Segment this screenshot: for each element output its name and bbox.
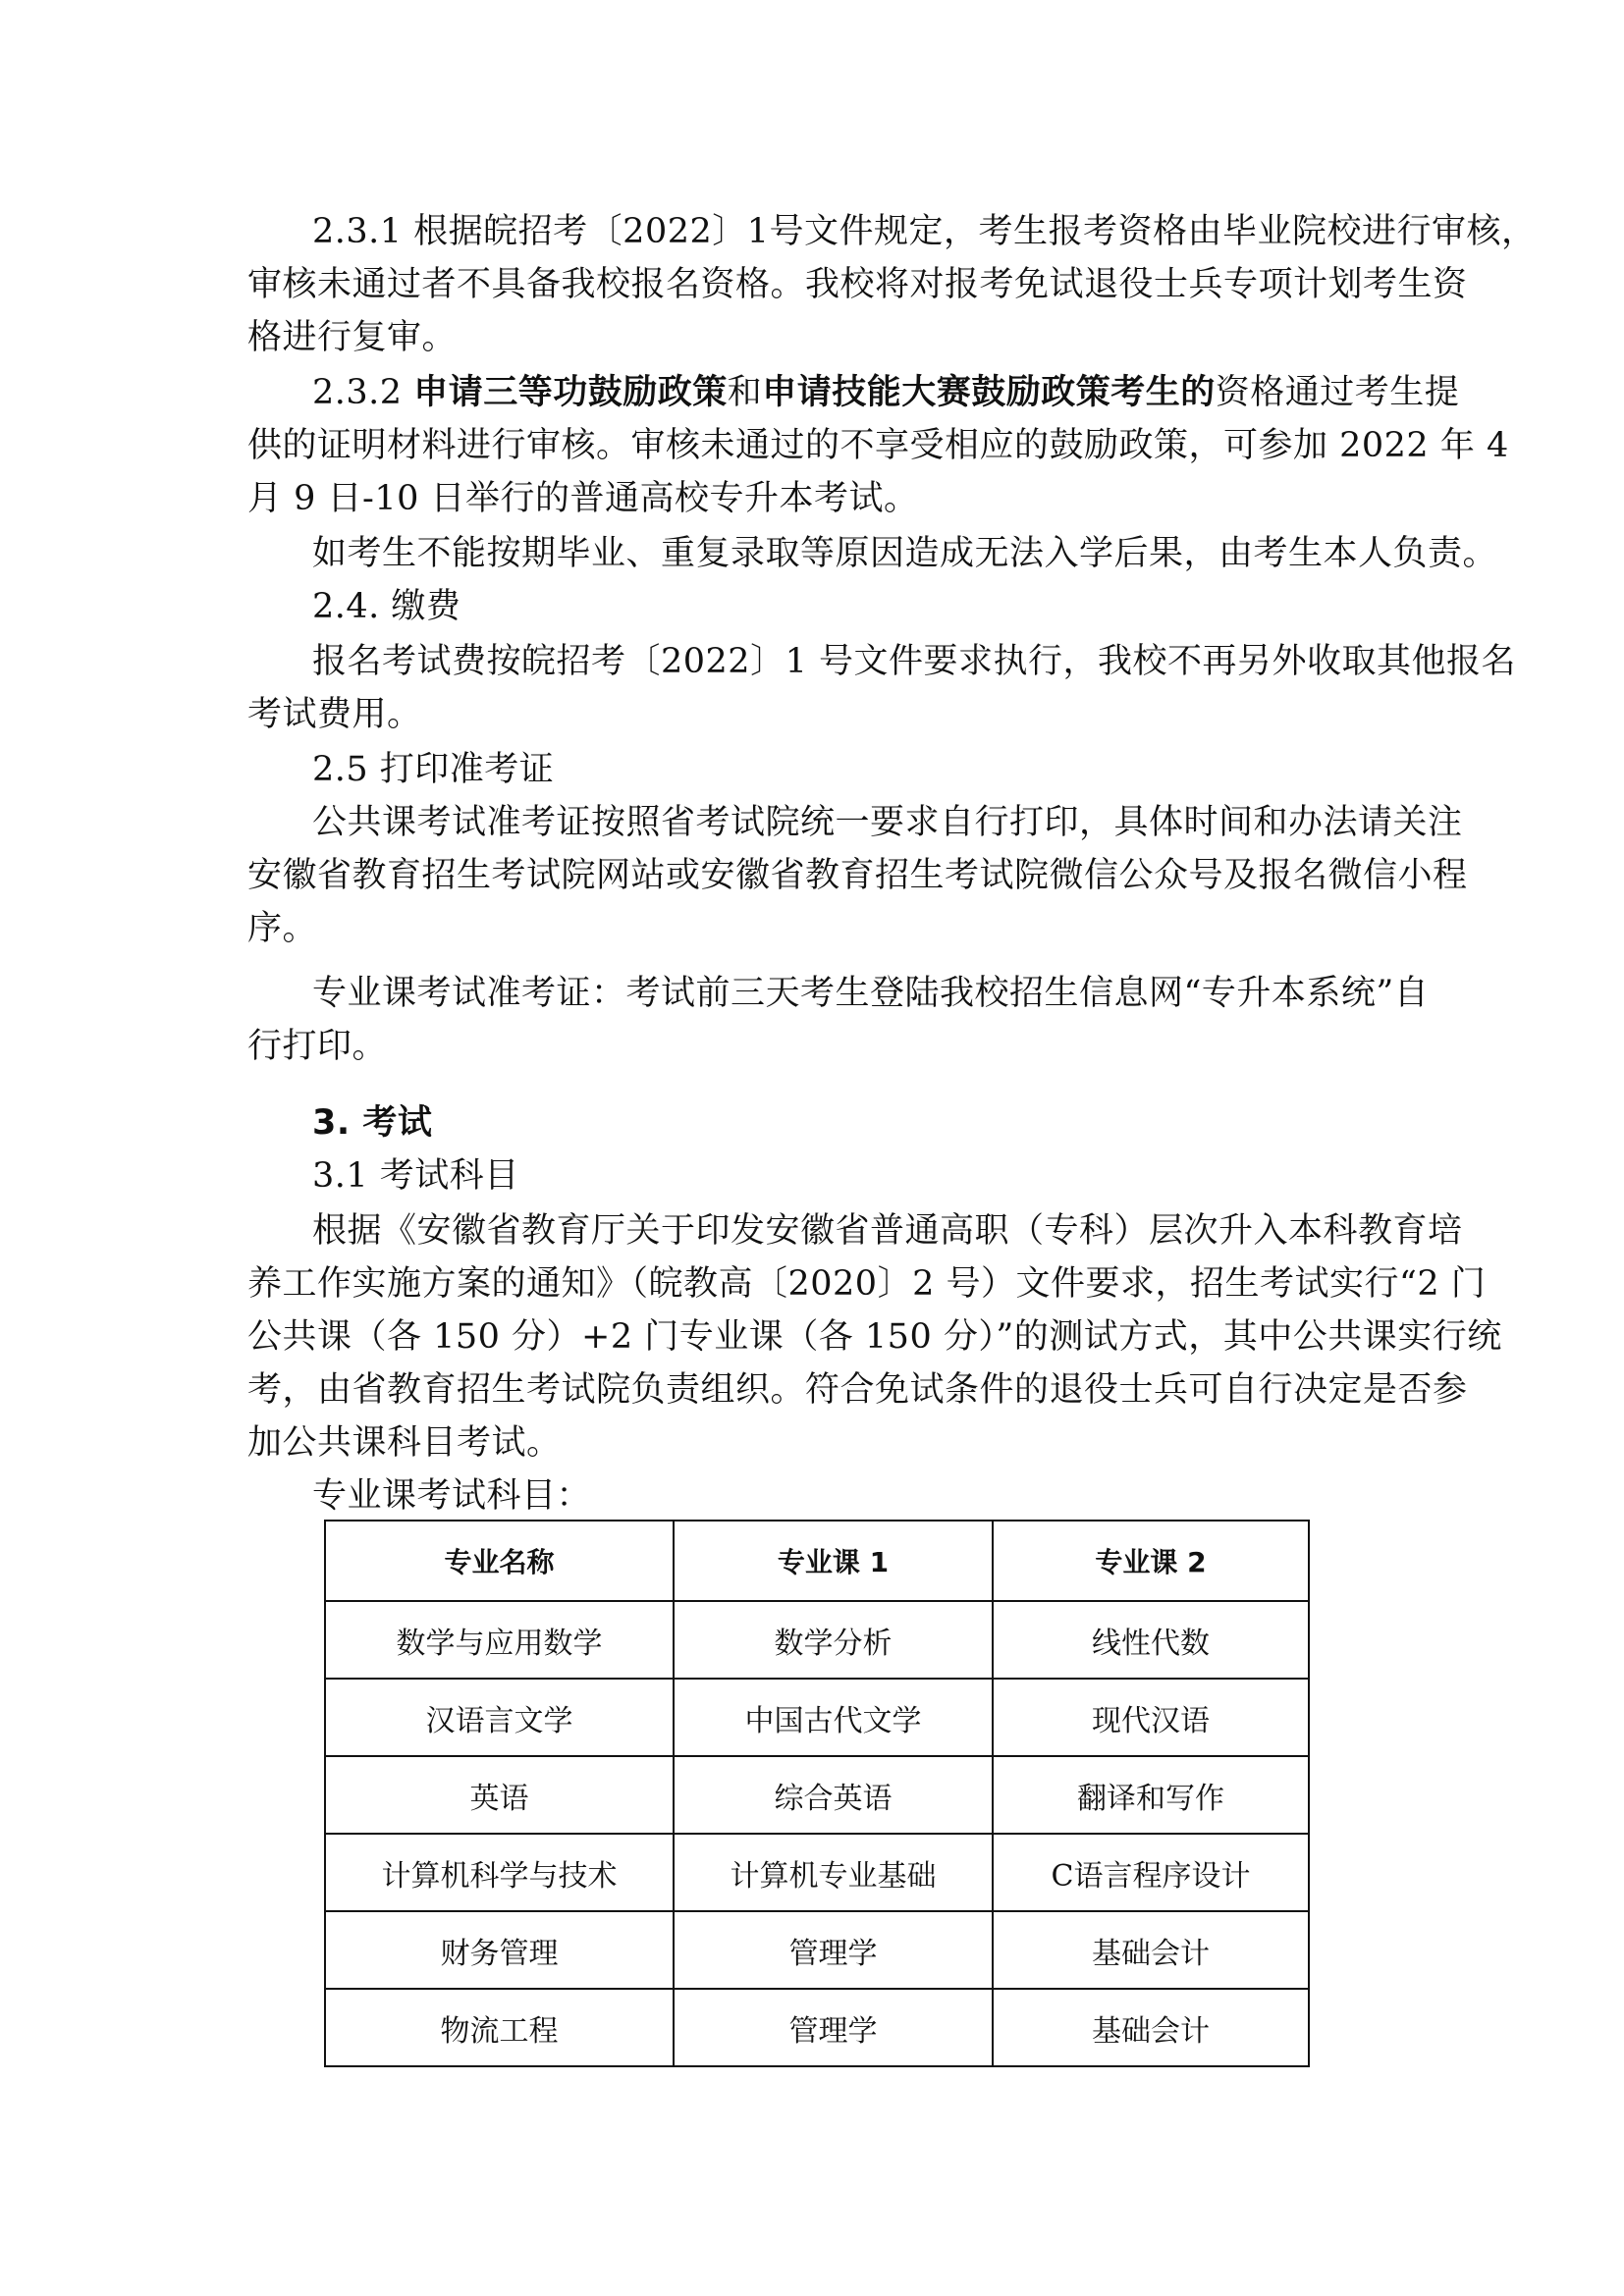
heading-3-text: 3. 考试 xyxy=(312,1103,433,1143)
cell-course-2: 线性代数 xyxy=(993,1601,1309,1679)
table-row xyxy=(325,1756,1309,1834)
cell-major: 英语 xyxy=(325,1756,674,1834)
header-major: 专业名称 xyxy=(325,1521,674,1601)
para-3-1-line-2: 养工作实施方案的通知》（皖教高〔2020〕2 号）文件要求，招生考试实行“2 门 xyxy=(247,1264,1487,1304)
cell-course-1: 中国古代文学 xyxy=(674,1679,993,1756)
cell-course-2: 基础会计 xyxy=(993,1989,1309,2066)
heading-3-1: 3.1 考试科目 xyxy=(312,1156,519,1196)
cell-course-1: 管理学 xyxy=(674,1911,993,1989)
bold-skill-policy: 申请技能大赛鼓励政策考生的 xyxy=(762,373,1216,412)
para-2-3-2-line-1 xyxy=(312,373,1459,412)
para-3-1-line-5: 加公共课科目考试。 xyxy=(247,1423,562,1463)
cell-major: 物流工程 xyxy=(325,1989,674,2066)
para-3-1-line-1: 根据《安徽省教育厅关于印发安徽省普通高职（专科）层次升入本科教育培 xyxy=(312,1211,1463,1251)
para-2-3-2-line-3: 月 9 日-10 日举行的普通高校专升本考试。 xyxy=(247,479,919,518)
para-2-5a-line-2: 安徽省教育招生考试院网站或安徽省教育招生考试院微信公众号及报名微信小程 xyxy=(247,856,1468,895)
para-2-3-1-line-3: 格进行复审。 xyxy=(247,318,458,357)
para-2-3-1-line-1: 2.3.1 根据皖招考〔2022〕1号文件规定，考生报考资格由毕业院校进行审核， xyxy=(312,212,1537,251)
para-2-4-line-1: 报名考试费按皖招考〔2022〕1 号文件要求执行，我校不再另外收取其他报名 xyxy=(312,642,1516,681)
conjunction: 和 xyxy=(727,373,763,412)
cell-major: 数学与应用数学 xyxy=(325,1601,674,1679)
table-row xyxy=(325,1601,1309,1679)
para-2-3-2-number: 2.3.2 xyxy=(312,373,414,412)
cell-course-1: 管理学 xyxy=(674,1989,993,2066)
course-table xyxy=(324,1520,1310,2067)
cell-course-1: 计算机专业基础 xyxy=(674,1834,993,1911)
table-row xyxy=(325,1834,1309,1911)
cell-course-2: 现代汉语 xyxy=(993,1679,1309,1756)
table-intro: 专业课考试科目： xyxy=(312,1476,592,1516)
cell-course-1: 数学分析 xyxy=(674,1601,993,1679)
cell-course-1: 综合英语 xyxy=(674,1756,993,1834)
table-row xyxy=(325,1989,1309,2066)
table-row xyxy=(325,1911,1309,1989)
para-2-3-2-line-2: 供的证明材料进行审核。审核未通过的不享受相应的鼓励政策，可参加 2022 年 4 xyxy=(247,426,1509,465)
para-2-3-1-line-2: 审核未通过者不具备我校报名资格。我校将对报考免试退役士兵专项计划考生资 xyxy=(247,265,1468,304)
header-course-2: 专业课 2 xyxy=(993,1521,1309,1601)
cell-course-2: C语言程序设计 xyxy=(993,1834,1309,1911)
para-3-1-line-4: 考，由省教育招生考试院负责组织。符合免试条件的退役士兵可自行决定是否参 xyxy=(247,1370,1468,1410)
cell-course-2: 基础会计 xyxy=(993,1911,1309,1989)
cell-major: 汉语言文学 xyxy=(325,1679,674,1756)
para-3-1-line-3: 公共课（各 150 分）+2 门专业课（各 150 分）”的测试方式，其中公共课实行统 xyxy=(247,1317,1502,1357)
heading-3 xyxy=(312,1103,432,1143)
cell-course-2: 翻译和写作 xyxy=(993,1756,1309,1834)
para-2-4-line-2: 考试费用。 xyxy=(247,695,422,734)
heading-2-5: 2.5 打印准考证 xyxy=(312,750,555,789)
cell-major: 财务管理 xyxy=(325,1911,674,1989)
bold-merit-policy: 申请三等功鼓励政策 xyxy=(413,373,728,412)
para-2-3-2-rest: 资格通过考生提 xyxy=(1215,373,1460,412)
para-2-5a-line-1: 公共课考试准考证按照省考试院统一要求自行打印，具体时间和办法请关注 xyxy=(312,803,1463,842)
cell-major: 计算机科学与技术 xyxy=(325,1834,674,1911)
para-note: 如考生不能按期毕业、重复录取等原因造成无法入学后果，由考生本人负责。 xyxy=(312,534,1498,573)
header-course-1: 专业课 1 xyxy=(674,1521,993,1601)
para-2-5a-line-3: 序。 xyxy=(247,909,318,948)
table-header-row xyxy=(325,1521,1309,1601)
table-row xyxy=(325,1679,1309,1756)
para-2-5b-line-2: 行打印。 xyxy=(247,1027,388,1066)
heading-2-4: 2.4. 缴费 xyxy=(312,587,461,626)
para-2-5b-line-1: 专业课考试准考证：考试前三天考生登陆我校招生信息网“专升本系统”自 xyxy=(312,974,1430,1013)
